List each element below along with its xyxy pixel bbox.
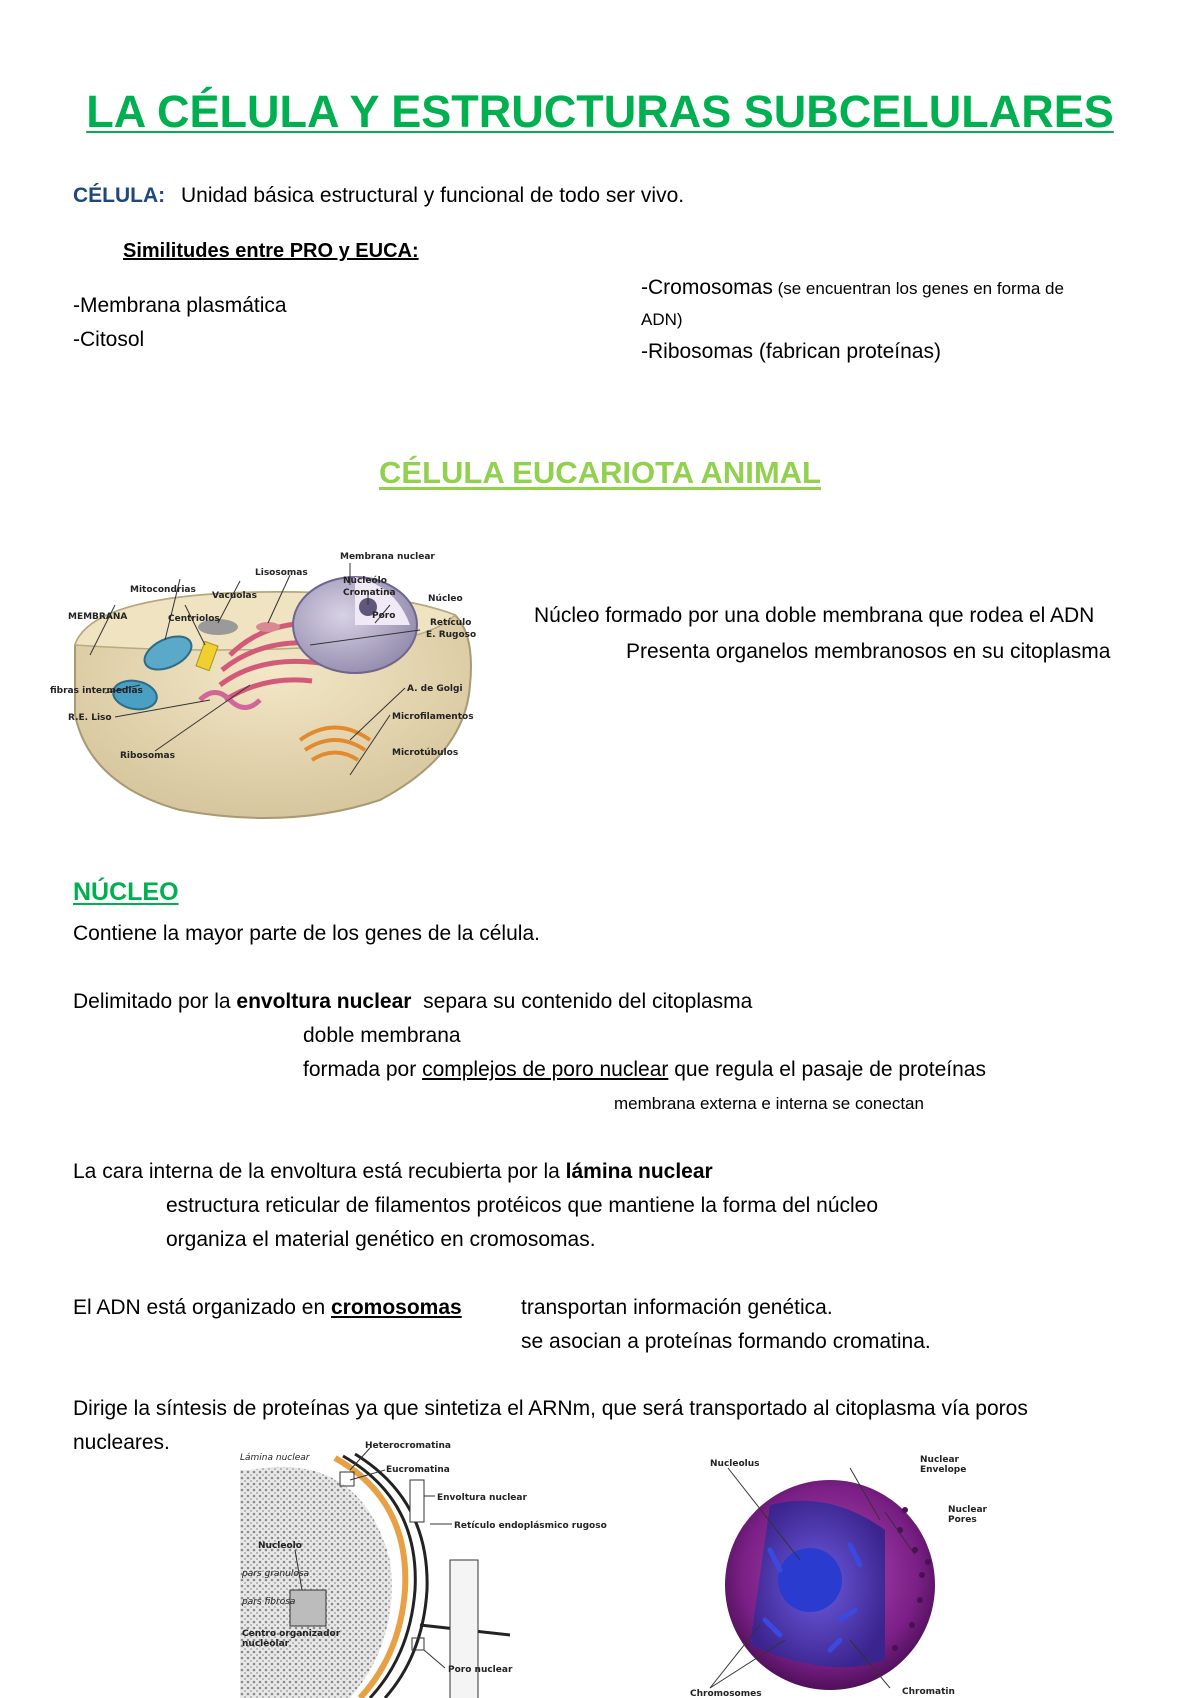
label-mitocondrias: Mitocondrias bbox=[130, 585, 196, 595]
similarity-left-2: -Citosol bbox=[73, 328, 145, 351]
rer-box bbox=[450, 1560, 478, 1698]
label-nuclear-envelope-2: Envelope bbox=[920, 1465, 967, 1475]
label-nuclear-pores-2: Pores bbox=[948, 1515, 977, 1525]
label-membrana-nuclear: Membrana nuclear bbox=[340, 552, 435, 562]
label-chromosomes: Chromosomes bbox=[690, 1689, 762, 1698]
envelope-box bbox=[410, 1480, 424, 1522]
label-vacuolas: Vacuolas bbox=[212, 591, 257, 601]
label-nucleo: Núcleo bbox=[428, 594, 463, 604]
nucleus-p2-line3-post: que regula el pasaje de proteínas bbox=[668, 1058, 986, 1081]
label-nucleolo: Nucleólo bbox=[343, 576, 387, 586]
nucleus-p1: Contiene la mayor parte de los genes de la célula. bbox=[73, 922, 540, 945]
label-centro-1: Centro organizador bbox=[242, 1629, 341, 1639]
page-title: LA CÉLULA Y ESTRUCTURAS SUBCELULARES bbox=[86, 86, 1114, 137]
nucleus-p3-bold: lámina nuclear bbox=[565, 1160, 713, 1183]
definition-line bbox=[73, 184, 684, 208]
nucleus-p3-line3: organiza el material genético en cromosomas. bbox=[166, 1228, 596, 1251]
nucleus-p2-line2: doble membrana bbox=[303, 1024, 461, 1047]
animal-cell-figure bbox=[50, 545, 520, 830]
nucleus-p2-line3-pre: formada por bbox=[303, 1058, 423, 1081]
label-envoltura-nuclear: Envoltura nuclear bbox=[437, 1493, 527, 1503]
label-reticulo-rugoso: Retículo endoplásmico rugoso bbox=[454, 1521, 607, 1531]
label-poro-nuclear: Poro nuclear bbox=[448, 1665, 513, 1675]
label-poro: Poro bbox=[372, 611, 396, 621]
nucleus-p3-line1 bbox=[73, 1160, 713, 1184]
nucleus-p5-line2: nucleares. bbox=[73, 1431, 170, 1454]
label-pars-fibrosa: pars fibrosa bbox=[242, 1597, 296, 1607]
label-re-liso: R.E. Liso bbox=[68, 713, 112, 723]
nucleus-p2-line1 bbox=[73, 990, 752, 1014]
nucleus-p2-post: separa su contenido del citoplasma bbox=[411, 990, 753, 1013]
nucleolus-blob bbox=[778, 1548, 842, 1612]
nucleus-p2-bold: envoltura nuclear bbox=[236, 990, 412, 1013]
animal-cell-line-2: Presenta organelos membranosos en su citoplasma bbox=[626, 640, 1111, 663]
nucleus-p2-pre: Delimitado por la bbox=[73, 990, 237, 1013]
label-eucromatina: Eucromatina bbox=[386, 1465, 450, 1475]
nuclear-envelope-figure bbox=[240, 1440, 640, 1698]
nucleus-3d-figure bbox=[690, 1450, 990, 1698]
label-centriolos: Centriolos bbox=[168, 614, 220, 624]
label-fibras-intermedias: fibras intermedias bbox=[50, 686, 143, 696]
nucleoplasm bbox=[240, 1467, 392, 1698]
section-heading-animal-cell: CÉLULA EUCARIOTA ANIMAL bbox=[379, 455, 821, 490]
nucleus-heading: NÚCLEO bbox=[73, 878, 179, 906]
label-nuclear-pores-1: Nuclear bbox=[948, 1505, 987, 1515]
label-chromatin: Chromatin bbox=[902, 1687, 955, 1697]
label-microfilamentos: Microfilamentos bbox=[392, 712, 474, 722]
nucleus-p4-line1 bbox=[73, 1296, 462, 1320]
nucleolus-box bbox=[290, 1590, 326, 1626]
similarity-left-1: -Membrana plasmática bbox=[73, 294, 287, 317]
similarities-heading: Similitudes entre PRO y EUCA: bbox=[123, 240, 419, 262]
label-e-rugoso: E. Rugoso bbox=[426, 630, 477, 640]
nucleus-p4-bold: cromosomas bbox=[331, 1296, 462, 1319]
lysosome-shape bbox=[256, 622, 280, 632]
nucleus-p4-right1: transportan información genética. bbox=[521, 1296, 833, 1319]
nucleus-p4-right2: se asocian a proteínas formando cromatina. bbox=[521, 1330, 931, 1353]
similarity-right-1-note: (se encuentran los genes en forma de bbox=[772, 279, 1064, 298]
label-membrana: MEMBRANA bbox=[68, 612, 128, 622]
nucleus-p2-line3 bbox=[303, 1058, 986, 1082]
label-nucleolo-fig: Nucleolo bbox=[258, 1541, 302, 1551]
label-lamina-nuclear: Lámina nuclear bbox=[240, 1453, 310, 1463]
similarity-right-2: -Ribosomas (fabrican proteínas) bbox=[641, 340, 941, 363]
definition-term: CÉLULA: bbox=[73, 184, 166, 207]
label-nucleolus: Nucleolus bbox=[710, 1459, 760, 1469]
nucleus-p3-pre: La cara interna de la envoltura está recubierta por la bbox=[73, 1160, 566, 1183]
nucleus-p4-pre: El ADN está organizado en bbox=[73, 1296, 331, 1319]
animal-cell-line-1: Núcleo formado por una doble membrana que rodea el ADN bbox=[534, 604, 1095, 627]
label-microtubulos: Microtúbulos bbox=[392, 748, 459, 758]
label-centro-2: nucleolar bbox=[242, 1639, 290, 1649]
nucleus-p3-line2: estructura reticular de filamentos protéicos que mantiene la forma del núcleo bbox=[166, 1194, 879, 1217]
label-lisosomas: Lisosomas bbox=[255, 568, 308, 578]
label-heterocromatina: Heterocromatina bbox=[365, 1441, 451, 1451]
similarity-right-1-note-cont: ADN) bbox=[641, 310, 683, 329]
similarity-right-1-main: -Cromosomas bbox=[641, 276, 773, 299]
nucleus-p2-line3-underline: complejos de poro nuclear bbox=[422, 1058, 669, 1081]
label-cromatina: Cromatina bbox=[343, 588, 396, 598]
label-golgi: A. de Golgi bbox=[407, 684, 463, 694]
label-ribosomas: Ribosomas bbox=[120, 751, 175, 761]
definition-text: Unidad básica estructural y funcional de todo ser vivo. bbox=[181, 184, 685, 207]
nucleus-p5-line1: Dirige la síntesis de proteínas ya que sintetiza el ARNm, que será transportado al citoplasma vía poros bbox=[73, 1397, 1028, 1420]
label-reticulo: Retículo bbox=[430, 618, 472, 628]
label-pars-granulosa: pars granulosa bbox=[242, 1569, 310, 1579]
similarity-right-1 bbox=[641, 276, 1064, 300]
nucleus-p2-line4: membrana externa e interna se conectan bbox=[614, 1094, 924, 1113]
label-nuclear-envelope-1: Nuclear bbox=[920, 1455, 959, 1465]
